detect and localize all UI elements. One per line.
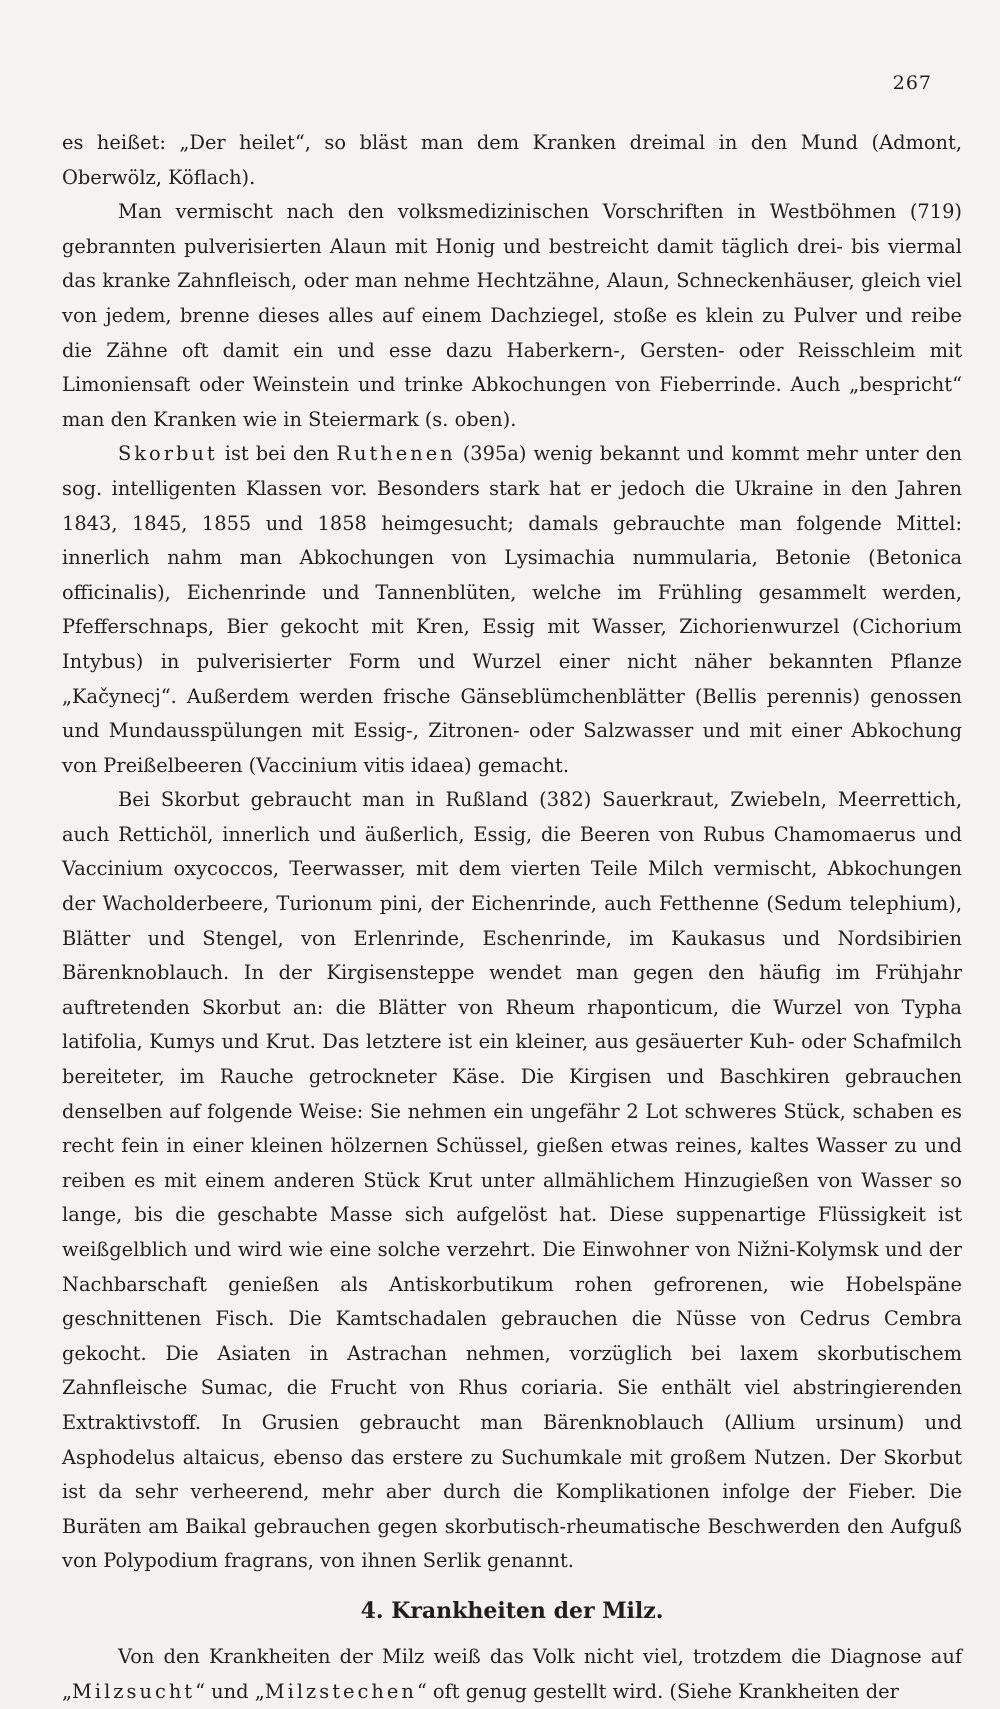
text-run: “ oft genug gestellt wird. (Siehe Krankheiten der <box>416 1679 899 1703</box>
term-skorbut: Skorbut <box>118 442 218 466</box>
term-milzsucht: Milzsucht <box>72 1679 196 1703</box>
section-heading: 4. Krankheiten der Milz. <box>360 1597 664 1624</box>
text-run: Von den Krankheiten der Milz weiß das Volk nicht viel, trotzdem die Diagnose auf „ <box>62 1644 962 1703</box>
text-run: (395a) wenig bekannt und kommt mehr unter den sog. intelligenten Klassen vor. Besonders stark hat er jedoch die Ukraine in den Jahren 1843, 1845, 1855 und 1858 heimgesucht; damals gebrauchte man folgende Mittel: innerlich nahm man Abkochungen von Lysimachia nummularia, Betonie (Betonica officinalis), Eichenrinde und Tannenblüten, welche im Frühling gesammelt werden, Pfefferschnaps, Bier gekocht mit Kren, Essig mit Wasser, Zichorienwurzel (Cichorium Intybus) in pulverisierter Form und Wurzel einer nicht näher bekannten Pflanze „Kačynecj“. Außerdem werden frische Gänseblümchenblätter (Bellis perennis) genossen und Mundausspülungen mit Essig-, Zitronen- oder Salzwasser und mit einer Abkochung von Preißelbeeren (Vaccinium vitis idaea) gemacht. <box>62 442 962 777</box>
page-body <box>62 126 962 1709</box>
page-number: 267 <box>892 72 932 94</box>
paragraph-milz <box>62 1640 962 1709</box>
text-run: “ und „ <box>195 1679 265 1703</box>
paragraph-skorbut-russland: Bei Skorbut gebraucht man in Rußland (382) Sauerkraut, Zwiebeln, Meerrettich, auch Rettichöl, innerlich und äußerlich, Essig, die Beeren von Rubus Chamomaerus und Vaccinium oxycoccos, Teerwasser, mit dem vierten Teile Milch vermischt, Abkochungen der Wacholderbeere, Turionum pini, der Eichenrinde, auch Fetthenne (Sedum telephium), Blätter und Stengel, von Erlenrinde, Eschenrinde, im Kaukasus und Nordsibirien Bärenknoblauch. In der Kirgisensteppe wendet man gegen den häufig im Frühjahr auftretenden Skorbut an: die Blätter von Rheum rhaponticum, die Wurzel von Typha latifolia, Kumys und Krut. Das letztere ist ein kleiner, aus gesäuerter Kuh- oder Schafmilch bereiteter, im Rauche getrockneter Käse. Die Kirgisen und Baschkiren gebrauchen denselben auf folgende Weise: Sie nehmen ein ungefähr 2 Lot schweres Stück, schaben es recht fein in einer kleinen hölzernen Schüssel, gießen etwas reines, kaltes Wasser zu und reiben es mit einem anderen Stück Krut unter allmählichem Hinzugießen von Wasser so lange, bis die geschabte Masse sich aufgelöst hat. Diese suppenartige Flüssigkeit ist weißgelblich und wird wie eine solche verzehrt. Die Einwohner von Nižni-Kolymsk und der Nachbarschaft genießen als Antiskorbutikum rohen gefrorenen, wie Hobelspäne geschnittenen Fisch. Die Kamtschadalen gebrauchen die Nüsse von Cedrus Cembra gekocht. Die Asiaten in Astrachan nehmen, vorzüglich bei laxem skorbutischem Zahnfleische Sumac, die Frucht von Rhus coriaria. Sie enthält viel abstringierenden Extraktivstoff. In Grusien gebraucht man Bärenknoblauch (Allium ursinum) und Asphodelus altaicus, ebenso das erstere zu Suchumkale mit großem Nutzen. Der Skorbut ist da sehr verheerend, mehr aber durch die Komplikationen infolge der Fieber. Die Buräten am Baikal gebrauchen gegen skorbutisch-rheumatische Beschwerden den Aufguß von Polypodium fragrans, von ihnen Serlik genannt. <box>62 788 962 1573</box>
term-ruthenen: Ruthenen <box>336 442 456 466</box>
paragraph-continuation: es heißet: „Der heilet“, so bläst man dem Kranken dreimal in den Mund (Admont, Oberwölz, Köflach). <box>62 131 962 189</box>
term-milzstechen: Milzstechen <box>264 1679 417 1703</box>
paragraph-skorbut-ruthenen <box>62 437 962 783</box>
text-run: ist bei den <box>217 442 337 466</box>
paragraph-westboehmen: Man vermischt nach den volksmedizinischen Vorschriften in Westböhmen (719) gebrannten pulverisierten Alaun mit Honig und bestreicht damit täglich drei- bis viermal das kranke Zahnfleisch, oder man nehme Hechtzähne, Alaun, Schneckenhäuser, gleich viel von jedem, brenne dieses alles auf einem Dachziegel, stoße es klein zu Pulver und reibe die Zähne oft damit ein und esse dazu Haberkern-, Gersten- oder Reisschleim mit Limoniensaft oder Weinstein und trinke Abkochungen von Fieberrinde. Auch „bespricht“ man den Kranken wie in Steiermark (s. oben). <box>62 200 962 431</box>
